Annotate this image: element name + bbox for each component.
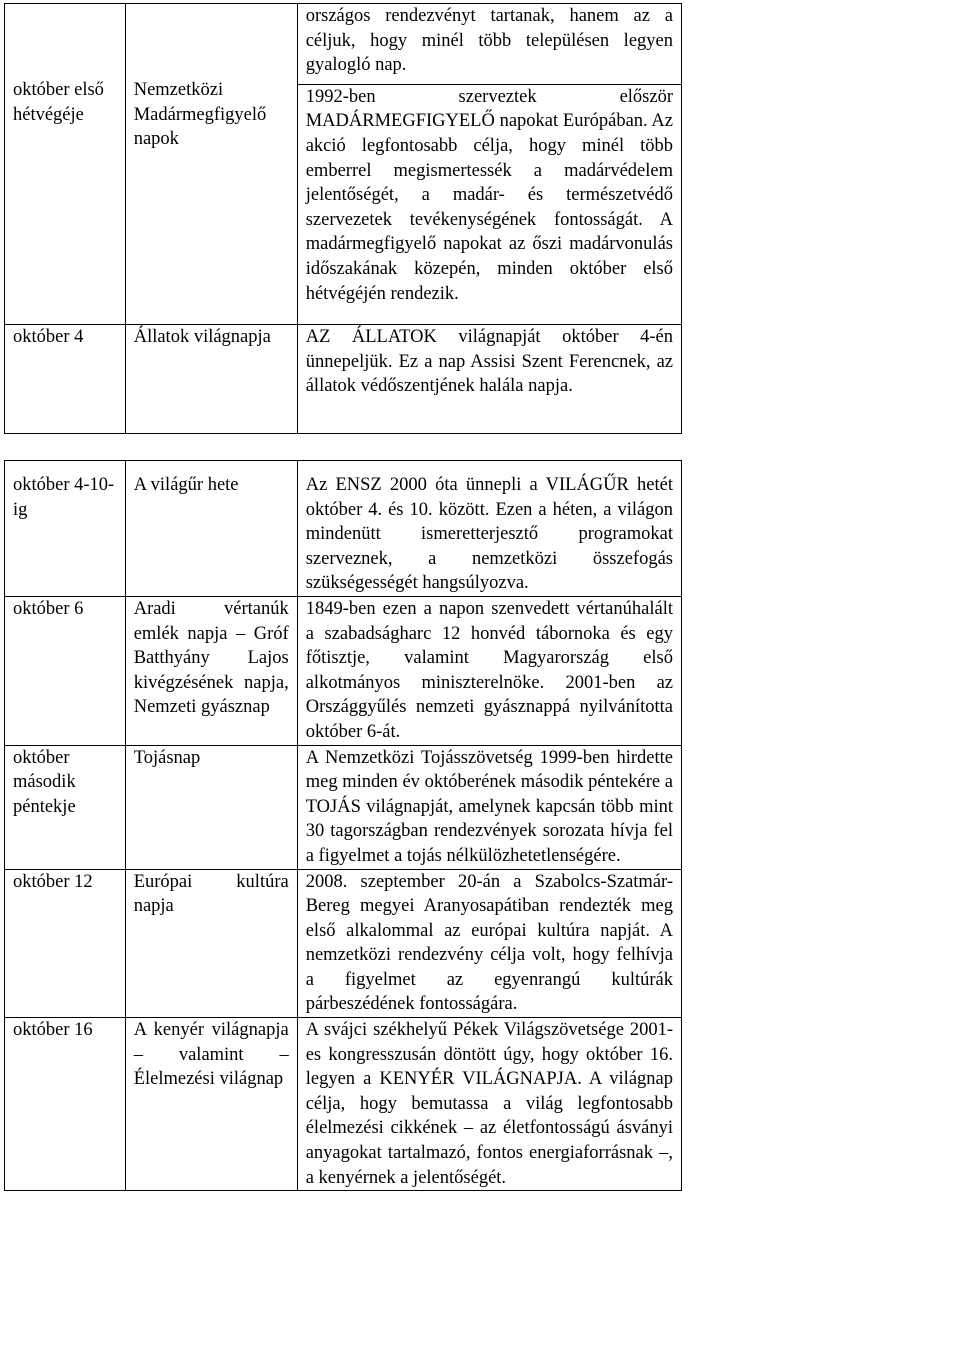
date-cell (5, 1018, 126, 1191)
description-cell (297, 325, 681, 434)
description-cell (297, 596, 681, 745)
table-row (5, 596, 682, 745)
observance-name: Európai kultúra napja (133, 871, 289, 917)
observance-name: Nemzetközi Madármegfigyelő napok (133, 80, 267, 150)
observance-name: Tojásnap (133, 747, 201, 768)
observance-name: A kenyér világnapja – valamint – Élelmezési világnap (133, 1020, 289, 1090)
name-cell (125, 1018, 297, 1191)
date-cell (5, 745, 126, 869)
description-text: Az ENSZ 2000 óta ünnepli a VILÁGŰR hetét október 4. és 10. között. Ezen a héten, a világon mindenütt ismeretterjesztő programokat szerveznek, a nemzetközi összefogás szükségességét hangsúlyozva. (305, 475, 673, 594)
date-label: október második péntekje (13, 747, 76, 817)
name-cell (125, 869, 297, 1018)
table-row (5, 4, 682, 85)
date-cell (5, 461, 126, 597)
date-label: október 12 (13, 871, 93, 892)
date-label: október 6 (13, 598, 84, 619)
date-cell (5, 869, 126, 1018)
description-text: A Nemzetközi Tojásszövetség 1999-ben hirdette meg minden év októberének második péntekére a TOJÁS világnapját, amelynek kapcsán több mint 30 tagországban rendezvények sorozata hívja fel a figyelmet a tojás nélkülözhetetlenségére. (305, 747, 673, 866)
observance-name: Aradi vértanúk emlék napja – Gróf Batthyány Lajos kivégzésének napja, Nemzeti gyásznap (133, 598, 289, 718)
date-label: október 16 (13, 1020, 93, 1041)
october-days-table-top (4, 3, 682, 434)
description-cell (297, 869, 681, 1018)
table-row (5, 1018, 682, 1191)
description-text: A svájci székhelyű Pékek Világszövetsége 2001-es kongresszusán döntött úgy, hogy október 16. legyen a KENYÉR VILÁGNAPJA. A világnap célja, hogy bemutassa a világ legfontosabb élelmezési cikkének – az életfontosságú ásványi anyagokat tartalmazó, fontos energiaforrásnak –, a kenyérnek a jelentőségét. (305, 1020, 673, 1188)
description-text: 1992-ben szerveztek először MADÁRMEGFIGYELŐ napokat Európában. Az akció legfontosabb célja, hogy minél több emberrel megismertessék a madárvédelem jelentőségét, a madár- és természetvédő szervezetek tevékenységének fontosságát. A madármegfigyelő napokat az őszi madárvonulás időszakának közepén, minden október első hétvégéjén rendezik. (305, 86, 673, 304)
table-row (5, 869, 682, 1018)
name-cell (125, 596, 297, 745)
name-cell (125, 745, 297, 869)
observance-name: A világűr hete (133, 475, 239, 495)
description-text: 2008. szeptember 20-án a Szabolcs-Szatmár-Bereg megyei Aranyosapátiban rendezték meg első alkalommal az európai kultúra napját. A nemzetközi rendezvény célja volt, hogy felhívja a figyelmet az egyenrangú kultúrák párbeszédének fontosságára. (305, 871, 673, 1015)
observance-name: Állatok világnapja (133, 327, 271, 347)
name-cell (125, 325, 297, 434)
description-cell (297, 745, 681, 869)
description-cell (297, 1018, 681, 1191)
table-row (5, 745, 682, 869)
date-cell (5, 4, 126, 325)
table-row (5, 325, 682, 434)
table-row (5, 461, 682, 597)
date-cell (5, 596, 126, 745)
description-text: 1849-ben ezen a napon szenvedett vértanúhalált a szabadságharc 12 honvéd tábornoka és egy főtisztje, valamint Magyarország első alkotmányos miniszterelnöke. 2001-ben az Országgyűlés nemzeti gyásznappá nyilvánította október 6-át. (305, 598, 673, 742)
date-label: október 4-10-ig (13, 475, 115, 520)
date-label: október 4 (13, 327, 84, 347)
description-cell (297, 461, 681, 597)
description-cell (297, 4, 681, 85)
date-cell (5, 325, 126, 434)
description-cell (297, 84, 681, 324)
description-text: AZ ÁLLATOK világnapját október 4-én ünnepeljük. Ez a nap Assisi Szent Ferencnek, az állatok védőszentjének halála napja. (305, 327, 673, 397)
october-days-table-bottom (4, 460, 682, 1191)
name-cell (125, 461, 297, 597)
date-label: október első hétvégéje (13, 80, 104, 125)
name-cell (125, 4, 297, 325)
description-text: országos rendezvényt tartanak, hanem az a céljuk, hogy minél több településen legyen gyalogló nap. (305, 6, 673, 76)
